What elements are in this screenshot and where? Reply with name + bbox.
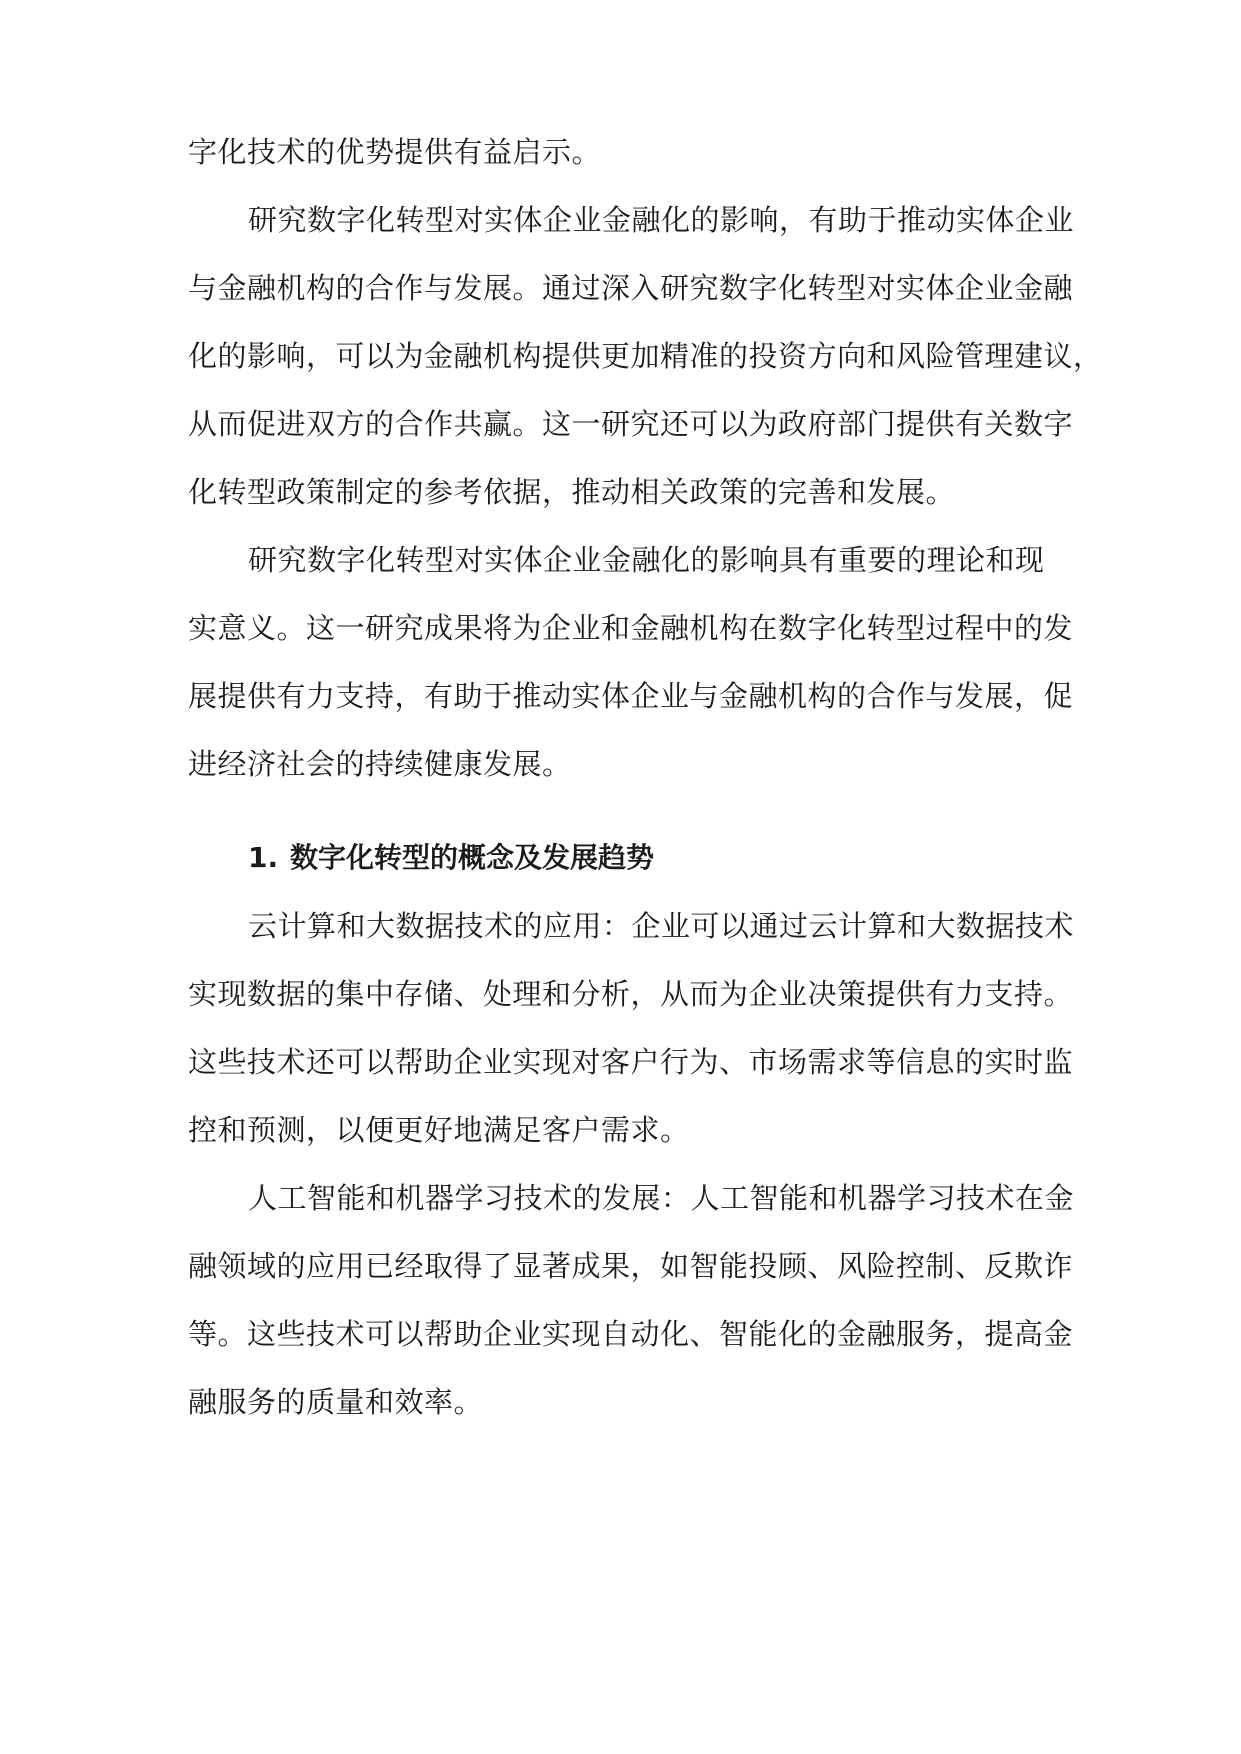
paragraph-line: 化转型政策制定的参考依据，推动相关政策的完善和发展。 (188, 475, 956, 509)
paragraph-line: 等。这些技术可以帮助企业实现自动化、智能化的金融服务，提高金 (188, 1317, 1074, 1351)
paragraph-line: 进经济社会的持续健康发展。 (188, 747, 572, 781)
section-number: 1. (248, 841, 279, 874)
paragraph-line: 融服务的质量和效率。 (188, 1385, 484, 1419)
paragraph-line: 云计算和大数据技术的应用：企业可以通过云计算和大数据技术 (248, 909, 1075, 943)
paragraph-line: 这些技术还可以帮助企业实现对客户行为、市场需求等信息的实时监 (188, 1045, 1074, 1079)
paragraph-line: 实现数据的集中存储、处理和分析，从而为企业决策提供有力支持。 (188, 977, 1074, 1011)
section-heading (248, 838, 654, 878)
section-title: 数字化转型的概念及发展趋势 (290, 841, 655, 874)
paragraph-line: 控和预测，以便更好地满足客户需求。 (188, 1113, 690, 1147)
paragraph-line: 实意义。这一研究成果将为企业和金融机构在数字化转型过程中的发 (188, 611, 1074, 645)
paragraph-line: 从而促进双方的合作共赢。这一研究还可以为政府部门提供有关数字 (188, 407, 1074, 441)
paragraph-line: 研究数字化转型对实体企业金融化的影响，有助于推动实体企业 (248, 203, 1075, 237)
paragraph-line: 研究数字化转型对实体企业金融化的影响具有重要的理论和现 (248, 543, 1045, 577)
paragraph-line: 融领域的应用已经取得了显著成果，如智能投顾、风险控制、反欺诈 (188, 1249, 1074, 1283)
paragraph-line: 字化技术的优势提供有益启示。 (188, 135, 602, 169)
paragraph-line: 化的影响，可以为金融机构提供更加精准的投资方向和风险管理建议， (188, 339, 1103, 373)
paragraph-line: 与金融机构的合作与发展。通过深入研究数字化转型对实体企业金融 (188, 271, 1074, 305)
paragraph-line: 人工智能和机器学习技术的发展：人工智能和机器学习技术在金 (248, 1181, 1075, 1215)
paragraph-line: 展提供有力支持，有助于推动实体企业与金融机构的合作与发展，促 (188, 679, 1074, 713)
